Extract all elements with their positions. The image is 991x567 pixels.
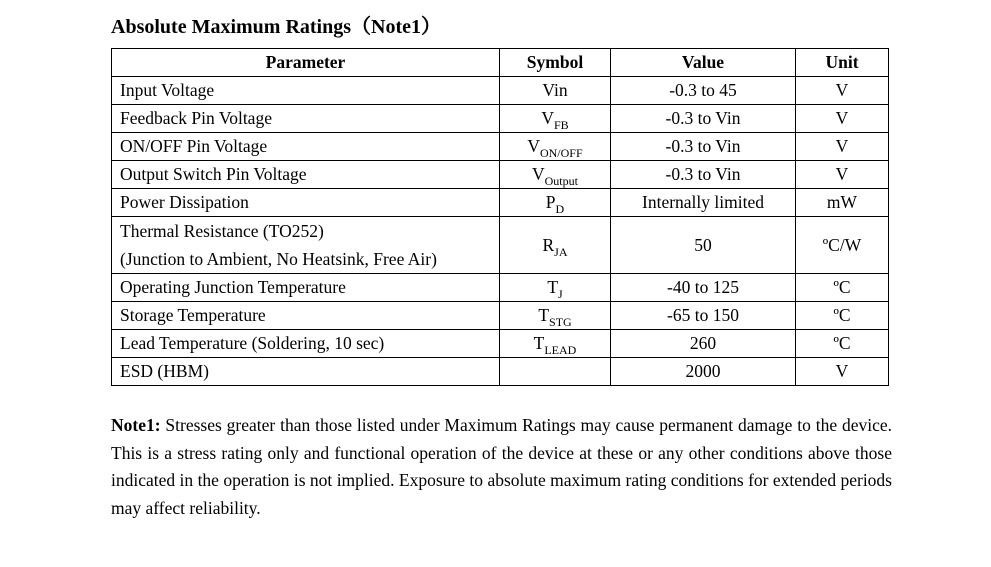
row-unit: ºC/W — [796, 217, 889, 274]
row-value: 260 — [611, 330, 796, 358]
row-parameter: Output Switch Pin Voltage — [112, 161, 500, 189]
row-symbol — [500, 302, 611, 330]
table-row — [112, 330, 889, 358]
row-value: -65 to 150 — [611, 302, 796, 330]
table-row — [112, 105, 889, 133]
row-value: -40 to 125 — [611, 274, 796, 302]
row-value: Internally limited — [611, 189, 796, 217]
table-row — [112, 302, 889, 330]
row-parameter: Storage Temperature — [112, 302, 500, 330]
table-row — [112, 217, 889, 274]
row-parameter: Power Dissipation — [112, 189, 500, 217]
row-unit: mW — [796, 189, 889, 217]
row-unit: V — [796, 161, 889, 189]
note-paragraph — [111, 412, 892, 522]
symbol-main: T — [533, 333, 545, 353]
row-value: 50 — [611, 217, 796, 274]
symbol-subscript: JA — [554, 244, 568, 259]
row-parameter: Feedback Pin Voltage — [112, 105, 500, 133]
table-header-row — [112, 49, 889, 77]
symbol-subscript: ON/OFF — [539, 146, 583, 160]
row-unit: ºC — [796, 274, 889, 302]
row-symbol — [500, 330, 611, 358]
row-parameter: Lead Temperature (Soldering, 10 sec) — [112, 330, 500, 358]
row-value: -0.3 to Vin — [611, 133, 796, 161]
symbol-main: P — [545, 192, 556, 212]
note-text: Stresses greater than those listed under Maximum Ratings may cause permanent damage to the device. This is a stress rating only and functional operation of the device at these or any other conditions above those indicated in the operation is not implied. Exposure to absolute maximum rating conditions for extended periods may affect reliability. — [111, 415, 892, 518]
section-heading: Absolute Maximum Ratings（Note1） — [111, 16, 441, 38]
row-parameter: Input Voltage — [112, 77, 500, 105]
table-row — [112, 274, 889, 302]
row-parameter: ON/OFF Pin Voltage — [112, 133, 500, 161]
row-symbol — [500, 358, 611, 386]
row-unit: V — [796, 133, 889, 161]
table-row — [112, 133, 889, 161]
row-value: 2000 — [611, 358, 796, 386]
table-row — [112, 358, 889, 386]
row-symbol — [500, 105, 611, 133]
symbol-main: R — [542, 234, 555, 255]
row-parameter: Operating Junction Temperature — [112, 274, 500, 302]
header-unit: Unit — [796, 49, 889, 77]
header-symbol: Symbol — [500, 49, 611, 77]
symbol-subscript: LEAD — [544, 343, 577, 357]
table-row — [112, 161, 889, 189]
row-unit: ºC — [796, 330, 889, 358]
row-parameter — [112, 217, 500, 274]
row-unit: ºC — [796, 302, 889, 330]
absolute-maximum-ratings-table — [111, 48, 889, 386]
note-label: Note1: — [111, 415, 161, 435]
row-symbol — [500, 189, 611, 217]
row-symbol — [500, 161, 611, 189]
table-row — [112, 77, 889, 105]
symbol-main: V — [532, 164, 545, 184]
header-parameter: Parameter — [112, 49, 500, 77]
symbol-main: V — [541, 108, 554, 128]
symbol-main: T — [538, 305, 550, 325]
symbol-subscript: STG — [549, 315, 572, 329]
row-symbol — [500, 133, 611, 161]
row-unit: V — [796, 77, 889, 105]
row-parameter: ESD (HBM) — [112, 358, 500, 386]
row-symbol — [500, 77, 611, 105]
row-value: -0.3 to Vin — [611, 161, 796, 189]
symbol-main: V — [527, 136, 540, 156]
row-parameter-line1: Thermal Resistance (TO252) — [120, 221, 324, 241]
header-value: Value — [611, 49, 796, 77]
row-value: -0.3 to 45 — [611, 77, 796, 105]
table-row — [112, 189, 889, 217]
row-value: -0.3 to Vin — [611, 105, 796, 133]
symbol-subscript: Output — [544, 174, 578, 188]
row-unit: V — [796, 358, 889, 386]
symbol-subscript: J — [558, 287, 563, 301]
symbol-main: T — [547, 277, 559, 297]
symbol-subscript: FB — [553, 118, 569, 132]
row-symbol — [500, 274, 611, 302]
row-unit: V — [796, 105, 889, 133]
symbol-subscript: D — [555, 202, 565, 216]
row-symbol — [500, 217, 611, 274]
row-parameter-line2: (Junction to Ambient, No Heatsink, Free Air) — [120, 249, 437, 269]
symbol-main: Vin — [542, 80, 568, 100]
